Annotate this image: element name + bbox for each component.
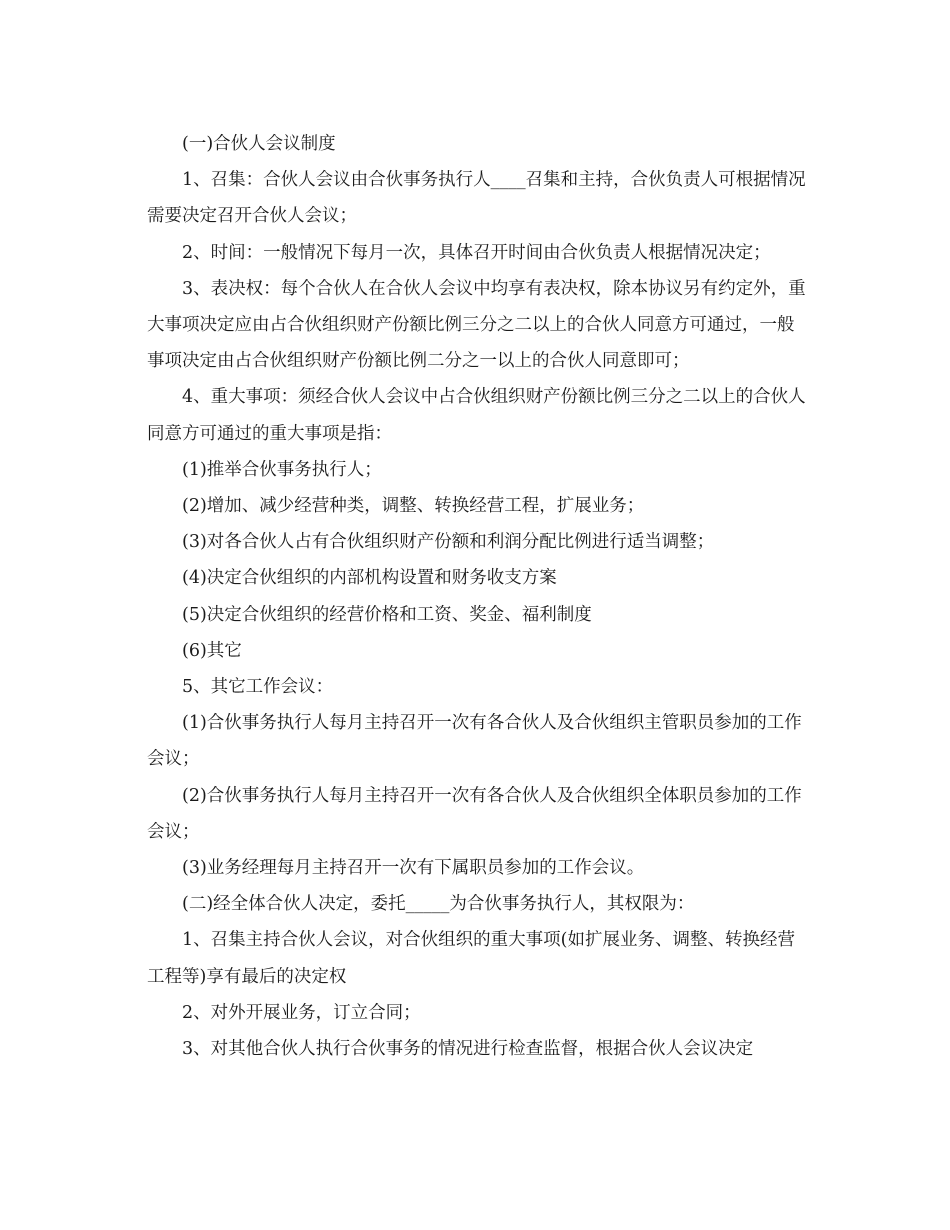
section-heading-executive: (二)经全体合伙人决定，委托_____为合伙事务执行人，其权限为： (182, 894, 695, 915)
clause-time: 2、时间：一般情况下每月一次，具体召开时间由合伙负责人根据情况决定； (182, 242, 771, 263)
clause-voting-rights: 3、表决权：每个合伙人在合伙人会议中均享有表决权，除本协议另有约定外，重大事项决定应由占合伙组织财产份额比例三分之二以上的合伙人同意方可通过，一般事项决定由占合伙组织财产份额比例二分之一以上的合伙人同意即可； (147, 278, 806, 372)
list-item-meeting-1: (1)合伙事务执行人每月主持召开一次有各合伙人及合伙组织主管职员参加的工作会议； (147, 713, 802, 770)
list-item-major-1: (1)推举合伙事务执行人； (182, 459, 382, 480)
list-item-major-2: (2)增加、减少经营种类，调整、转换经营工程，扩展业务； (182, 496, 645, 517)
list-item-major-5: (5)决定合伙组织的经营价格和工资、奖金、福利制度 (182, 604, 592, 625)
list-item-major-6: (6)其它 (182, 640, 242, 661)
list-item-major-3: (3)对各合伙人占有合伙组织财产份额和利润分配比例进行适当调整； (182, 532, 715, 553)
list-item-meeting-2: (2)合伙事务执行人每月主持召开一次有各合伙人及合伙组织全体职员参加的工作会议； (147, 785, 802, 842)
clause-executive-power-2: 2、对外开展业务，订立合同； (182, 1002, 421, 1023)
clause-executive-power-3: 3、对其他合伙人执行合伙事务的情况进行检查监督，根据合伙人会议决定 (182, 1039, 754, 1060)
list-item-major-4: (4)决定合伙组织的内部机构设置和财务收支方案 (182, 568, 557, 589)
clause-convening: 1、召集：合伙人会议由合伙事务执行人____召集和主持，合伙负责人可根据情况需要决定召开合伙人会议； (147, 170, 806, 227)
clause-other-meetings: 5、其它工作会议： (182, 677, 334, 698)
list-item-meeting-3: (3)业务经理每月主持召开一次有下属职员参加的工作会议。 (182, 858, 645, 879)
section-heading-partner-meeting: (一)合伙人会议制度 (182, 134, 336, 154)
clause-executive-power-1: 1、召集主持合伙人会议，对合伙组织的重大事项(如扩展业务、调整、转换经营工程等)享有最后的决定权 (147, 930, 795, 987)
document-body (147, 126, 807, 1067)
clause-major-matters: 4、重大事项：须经合伙人会议中占合伙组织财产份额比例三分之二以上的合伙人同意方可通过的重大事项是指： (147, 387, 806, 444)
